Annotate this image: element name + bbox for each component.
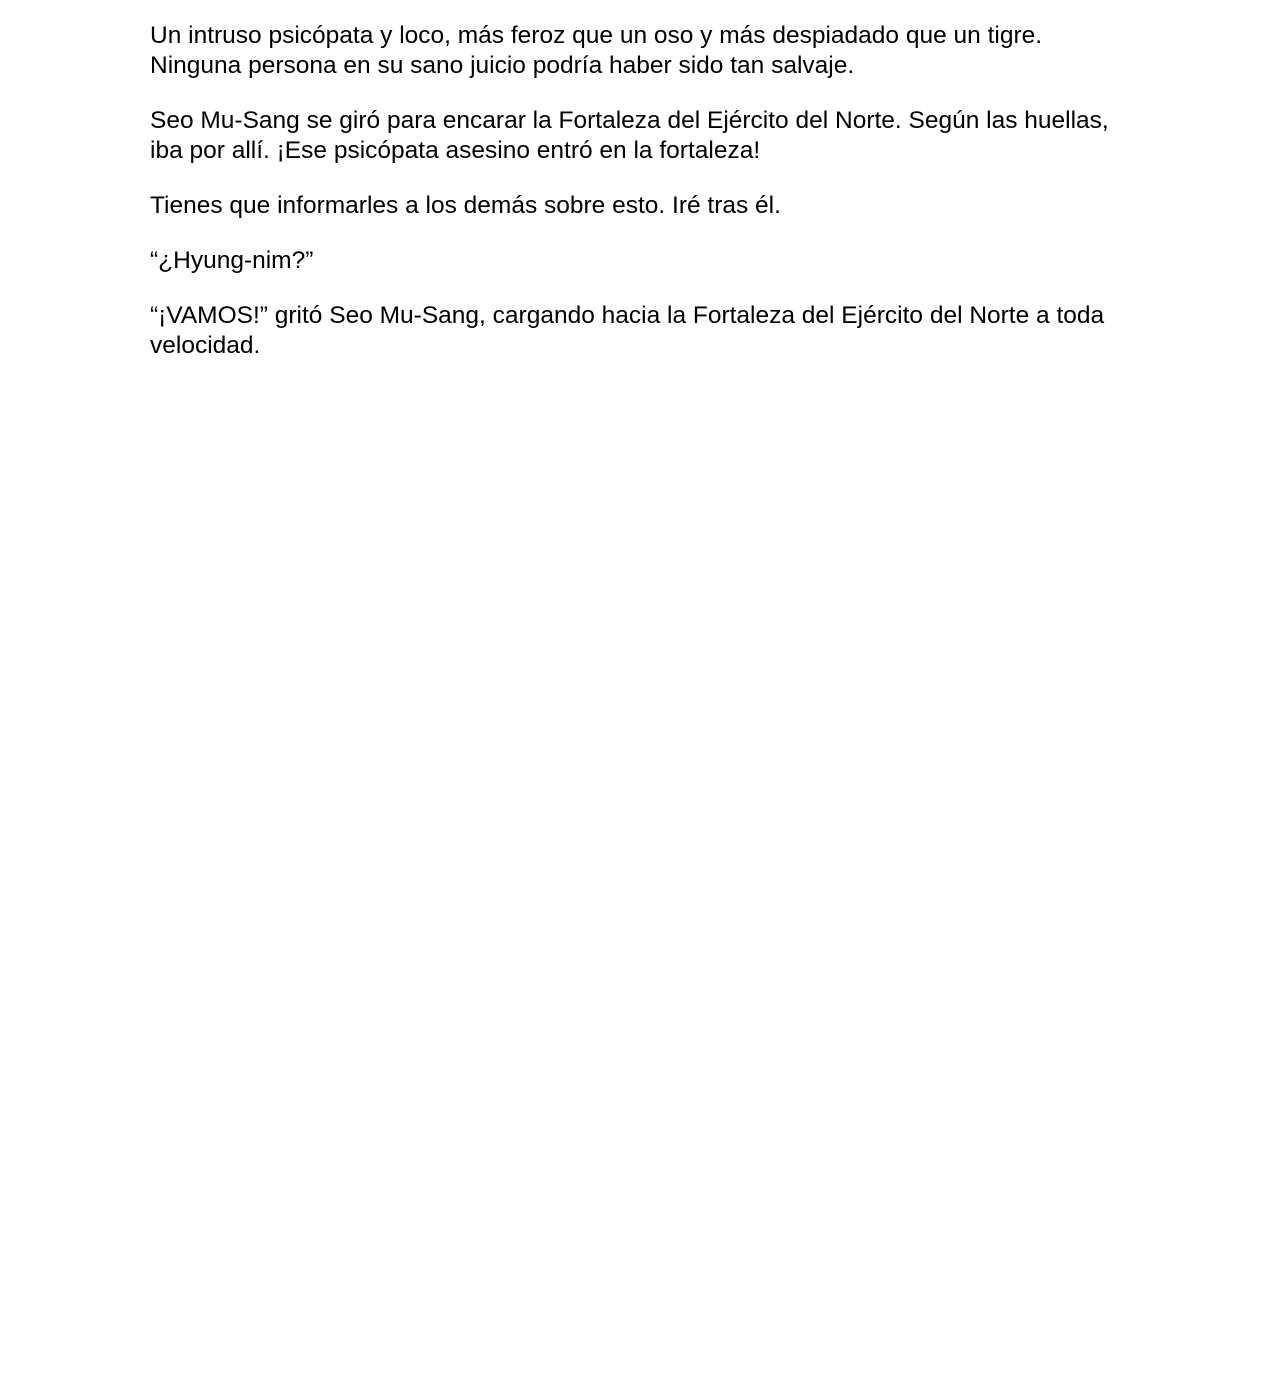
paragraph: Tienes que informarles a los demás sobre esto. Iré tras él. <box>150 192 781 219</box>
paragraph: “¡VAMOS!” gritó Seo Mu-Sang, cargando hacia la Fortaleza del Ejército del Norte a toda velocidad. <box>150 302 1105 359</box>
paragraph: “¿Hyung-nim?” <box>150 247 314 274</box>
paragraph: Seo Mu-Sang se giró para encarar la Fortaleza del Ejército del Norte. Según las huellas, iba por allí. ¡Ese psicópata asesino entró en la fortaleza! <box>150 107 1109 164</box>
document-body <box>150 21 1110 386</box>
paragraph: Un intruso psicópata y loco, más feroz que un oso y más despiadado que un tigre. Ninguna persona en su sano juicio podría haber sido tan salvaje. <box>150 22 1043 79</box>
